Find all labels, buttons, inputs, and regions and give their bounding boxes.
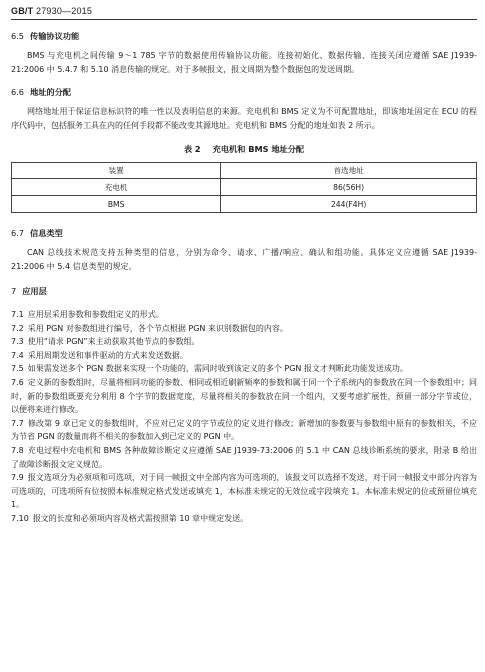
- section-number: 6.7: [11, 228, 25, 238]
- table-row: [12, 196, 477, 213]
- cell-address: 244(F4H): [221, 196, 477, 213]
- table-header-row: [12, 163, 477, 179]
- table-title: 充电机和 BMS 地址分配: [212, 144, 305, 154]
- clause-7-10: 7.10 报文的长度和必须项内容及格式需按照第 10 章中规定发送。: [11, 513, 249, 523]
- chapter-heading-7: [11, 285, 477, 298]
- chapter-title: 应用层: [22, 286, 47, 296]
- document-body: [11, 30, 477, 526]
- column-header-address: 首选地址: [221, 163, 477, 179]
- table-row: [12, 179, 477, 196]
- clause-7-5: 7.5 如果需发送多个 PGN 数据来实现一个功能的，需同时收到该定义的多个 PGN 报文才判断此功能发送成功。: [11, 364, 408, 374]
- section-number: 6.5: [11, 31, 25, 41]
- standard-prefix: GB/T: [11, 6, 34, 16]
- table-caption: [11, 143, 477, 156]
- clause-7-2: 7.2 采用 PGN 对参数组进行编号，各个节点根据 PGN 来识别数据包的内容。: [11, 323, 288, 333]
- clause-7-7: 7.7 修改第 9 章已定义的参数组时，不应对已定义的字节或位的定义进行修改；新增加的参数要与参数组中原有的参数相关，不应为节省 PGN 的数量而将不相关的参数加入到已定义的 PGN 中。: [11, 418, 477, 442]
- clause-7-4: 7.4 采用周期发送和事件驱动的方式来发送数据。: [11, 350, 188, 360]
- standard-number: 27930—2015: [36, 6, 93, 16]
- clause-7-1: 7.1 应用层采用参数和参数组定义的形式。: [11, 310, 164, 319]
- section-6-7-paragraph: CAN 总线技术规范支持五种类型的信息，分别为命令、请求、广播/响应、确认和组功能。具体定义应遵循 SAE J1939-21:2006 中 5.4 信息类型的规定。: [11, 248, 477, 271]
- section-heading-6-7: [11, 227, 477, 240]
- header-divider: [11, 19, 477, 20]
- clause-7-3: 7.3 使用“请求 PGN”来主动获取其他节点的参数组。: [11, 337, 200, 347]
- address-table: [11, 162, 477, 213]
- clause-7-9: 7.9 报文选项分为必须项和可选项，对于同一帧报文中全部内容为可选项的，该报文可以选择不发送，对于同一帧报文中部分内容为可选项的，可选项所有位按照本标准规定格式发送或填充 1，本标准未规定的无效位或字段填充 1。本标准未规定的位或预留位填充 1。: [11, 473, 477, 510]
- column-header-device: 装置: [12, 163, 221, 179]
- section-title: 地址的分配: [30, 87, 71, 97]
- chapter-number: 7: [11, 286, 17, 296]
- section-heading-6-6: [11, 86, 477, 99]
- section-title: 信息类型: [30, 228, 63, 238]
- cell-device: 充电机: [12, 179, 221, 196]
- cell-device: BMS: [12, 196, 221, 213]
- cell-address: 86(56H): [221, 179, 477, 196]
- section-number: 6.6: [11, 87, 25, 97]
- section-6-5-paragraph: BMS 与充电机之间传输 9～1 785 字节的数据使用传输协议功能。连接初始化、数据传输、连接关闭应遵循 SAE J1939-21:2006 中 5.4.7 和 5.10 消息传输的规定。对于多帧报文，报文周期为整个数据包的发送周期。: [11, 51, 477, 74]
- section-6-6-paragraph: 网络地址用于保证信息标识符的唯一性以及表明信息的来源。充电机和 BMS 定义为不可配置地址，即该地址固定在 ECU 的程序代码中，包括服务工具在内的任何手段都不能改变其源地址。充电机和 BMS 分配的地址如表 2 所示。: [11, 107, 477, 130]
- section-heading-6-5: [11, 30, 477, 43]
- section-title: 传输协议功能: [30, 31, 80, 41]
- clause-7-8: 7.8 充电过程中充电机和 BMS 各种故障诊断定义应遵循 SAE J1939-73:2006 的 5.1 中 CAN 总线诊断系统的要求，附录 B 给出了故障诊断报文定义规范。: [11, 445, 477, 469]
- page-header: [11, 6, 92, 16]
- clause-7-6: 7.6 定义新的参数组时，尽量将相同功能的参数、相同或相近刷新频率的参数和属于同一个子系统内的参数放在同一个参数组中；同时，新的参数组既要充分利用 8 个字节的数据宽度，尽量将相关的参数放在同一个组内，又要考虑扩展性，预留一部分字节或位，以便将来进行修改。: [11, 377, 477, 415]
- table-label: 表 2: [183, 144, 201, 154]
